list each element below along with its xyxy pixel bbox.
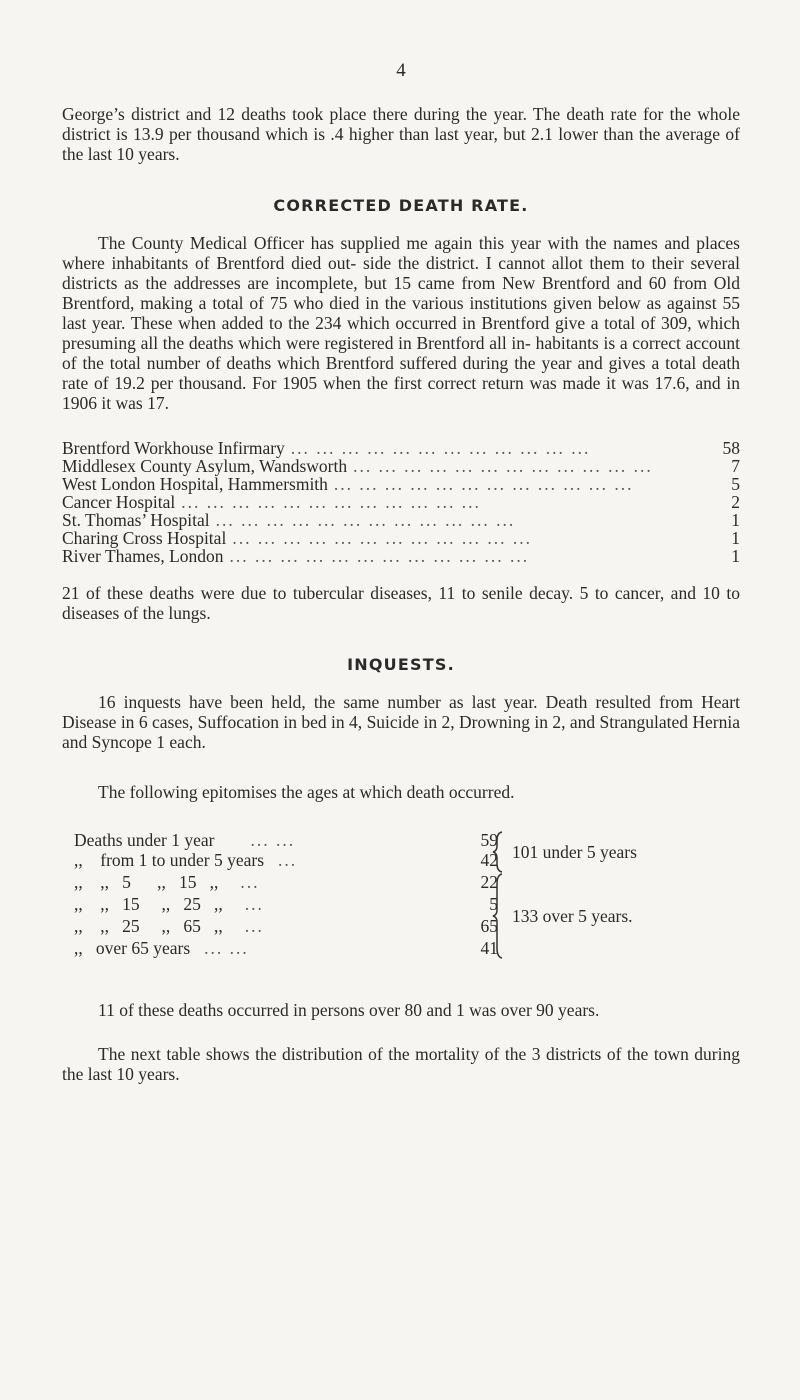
institution-row (62, 511, 740, 529)
age-row (74, 872, 498, 892)
heading-inquests: INQUESTS. (347, 655, 455, 674)
dot-leader: ... ... ... ... ... ... ... ... ... ... ... ... (229, 547, 530, 565)
institution-name: Brentford Workhouse Infirmary (62, 438, 285, 458)
age-row (74, 850, 498, 870)
institution-row (62, 439, 740, 457)
dot-leader: ... ... ... ... ... ... ... ... ... ... ... ... (181, 493, 481, 511)
institution-name: St. Thomas’ Hospital (62, 510, 210, 530)
brace-over-5 (492, 872, 506, 960)
dot-leader: ... (244, 916, 264, 936)
dot-leader: ... ... (250, 830, 296, 850)
age-count: 65 (480, 916, 498, 936)
institution-name: Middlesex County Asylum, Wandsworth (62, 456, 348, 476)
dot-leader: ... ... (204, 938, 249, 958)
age-count: 41 (480, 938, 498, 958)
dot-leader: ... (244, 894, 264, 914)
institution-name: Cancer Hospital (62, 492, 176, 512)
institution-count: 58 (722, 438, 740, 458)
age-label: ,, over 65 years (74, 938, 191, 958)
institution-count: 1 (731, 546, 740, 566)
institution-count: 1 (731, 528, 740, 548)
page-number: 4 (396, 60, 406, 81)
age-row (74, 830, 498, 850)
institution-row (62, 529, 740, 547)
dot-leader: ... ... ... ... ... ... ... ... ... ... ... ... (215, 511, 516, 529)
group-under-5-label: 101 under 5 years (512, 842, 637, 862)
age-label: ,, ,, 5 ,, 15 ,, (74, 872, 219, 892)
institution-row (62, 457, 740, 475)
paragraph-causes: 21 of these deaths were due to tubercular diseases, 11 to senile decay. 5 to cancer, and 10 to diseases of the lungs. (62, 583, 740, 623)
document-page (62, 60, 740, 1084)
dot-leader: ... (278, 850, 298, 870)
institutions-list (62, 439, 740, 565)
dot-leader: ... ... ... ... ... ... ... ... ... ... ... ... (232, 529, 532, 547)
institution-name: West London Hospital, Hammersmith (62, 474, 328, 494)
age-count: 22 (480, 872, 498, 892)
institution-count: 7 (731, 456, 740, 476)
dot-leader: ... ... ... ... ... ... ... ... ... ... ... ... (333, 475, 634, 493)
age-label: Deaths under 1 year (74, 830, 215, 850)
dot-leader: ... ... ... ... ... ... ... ... ... ... ... ... (353, 457, 653, 475)
ages-table (62, 830, 740, 978)
age-row (74, 916, 498, 936)
age-count: 5 (489, 894, 498, 914)
paragraph-next-table: The next table shows the distribution of the mortality of the 3 districts of the town during the last 10 years. (62, 1044, 740, 1084)
paragraph-county-officer: The County Medical Officer has supplied me again this year with the names and places where inhabitants of Brentford died out- side the district. I cannot allot them to their several districts as the addresses are incomplete, but 15 came from New Brentford and 60 from Old Brentford, making a total of 75 who died in the various institutions given below as against 55 last year. These when added to the 234 which occurred in Brentford give a total of 309, which presuming all the deaths which were registered in Brentford all in- habitants is a correct account of the total number of deaths which Brentford suffered during the year and gives a total death rate of 19.2 per thousand. For 1905 when the first correct return was made it was 17.6, and in 1906 it was 17. (62, 233, 740, 413)
age-label: ,, ,, 15 ,, 25 ,, (74, 894, 223, 914)
institution-count: 2 (731, 492, 740, 512)
institution-row (62, 547, 740, 565)
paragraph-death-rate: George’s district and 12 deaths took place there during the year. The death rate for the whole district is 13.9 per thousand which is .4 higher than last year, but 2.1 lower than the average of the last 10 years. (62, 104, 740, 164)
institution-row (62, 493, 740, 511)
age-row (74, 894, 498, 914)
paragraph-ages-intro: The following epitomises the ages at which death occurred. (98, 782, 515, 802)
age-count: 59 (480, 830, 498, 850)
dot-leader: ... ... ... ... ... ... ... ... ... ... ... ... (290, 439, 591, 457)
institution-count: 1 (731, 510, 740, 530)
institution-name: River Thames, London (62, 546, 224, 566)
group-over-5-label: 133 over 5 years. (512, 906, 633, 926)
age-label: ,, ,, 25 ,, 65 ,, (74, 916, 223, 936)
institution-count: 5 (731, 474, 740, 494)
age-count: 42 (480, 850, 498, 870)
paragraph-elderly: 11 of these deaths occurred in persons over 80 and 1 was over 90 years. (98, 1000, 600, 1020)
age-label: ,, from 1 to under 5 years (74, 850, 265, 870)
institution-name: Charing Cross Hospital (62, 528, 227, 548)
heading-corrected-death-rate: CORRECTED DEATH RATE. (273, 196, 529, 215)
institution-row (62, 475, 740, 493)
age-row (74, 938, 498, 958)
brace-under-5 (492, 830, 506, 874)
dot-leader: ... (240, 872, 260, 892)
paragraph-inquests: 16 inquests have been held, the same number as last year. Death resulted from Heart Disease in 6 cases, Suffocation in bed in 4, Suicide in 2, Drowning in 2, and Strangulated Hernia and Syncope 1 each. (62, 692, 740, 752)
